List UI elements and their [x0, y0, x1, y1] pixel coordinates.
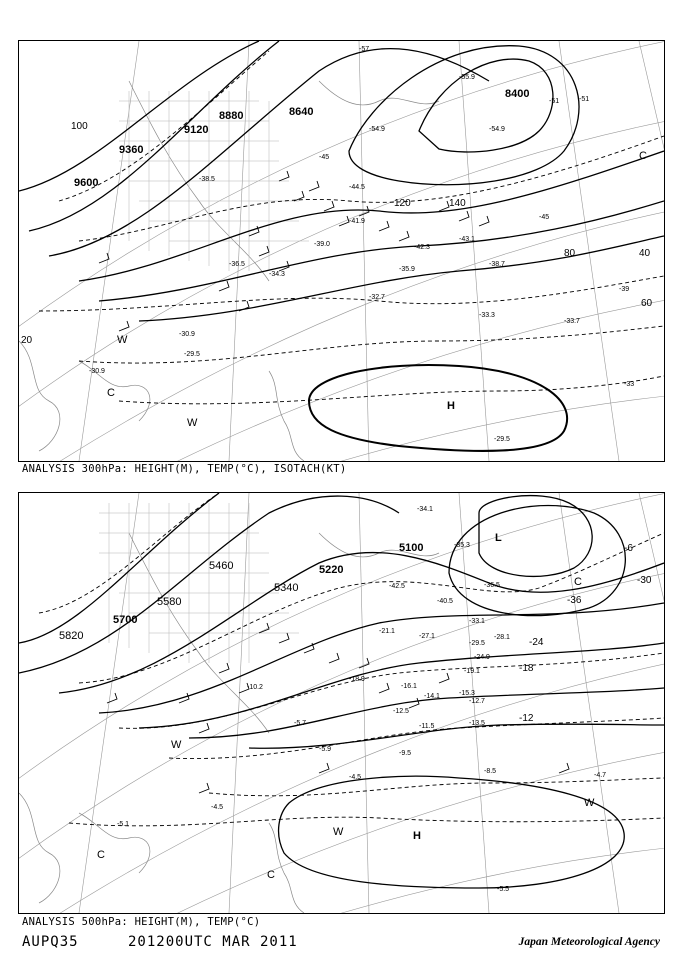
- isotherm-label: -30: [637, 575, 652, 586]
- station-value: -45: [319, 154, 330, 161]
- station-value: -4.5: [349, 774, 362, 781]
- hatch-area-500: [99, 503, 299, 663]
- station-value: -38.5: [199, 176, 215, 183]
- station-value: -14.1: [424, 693, 440, 700]
- isotherm-label: -12: [519, 713, 534, 724]
- chart-id: AUPQ35: [22, 934, 79, 950]
- station-value: -38.7: [489, 261, 505, 268]
- station-value: -54.9: [369, 126, 385, 133]
- height-label: 5340: [274, 582, 299, 594]
- isotach-labels-300: [21, 121, 653, 346]
- station-value: -51: [549, 98, 560, 105]
- station-value: -33.1: [469, 618, 485, 625]
- temp-label: -39: [619, 286, 630, 293]
- height-label: 5460: [209, 560, 234, 572]
- map-panel-500hpa: [18, 492, 665, 914]
- station-value: -19.1: [464, 668, 480, 675]
- cold-marker: C: [107, 387, 115, 399]
- cold-marker: C: [97, 849, 105, 861]
- warm-marker: W: [117, 334, 128, 346]
- station-value: -36.5: [229, 261, 245, 268]
- station-value: -44.5: [349, 184, 365, 191]
- temp-label: -45: [539, 214, 550, 221]
- cold-marker: C: [267, 869, 275, 881]
- isotherm-labels-500: [519, 543, 652, 724]
- station-plots-300: [89, 74, 580, 443]
- station-value: -42.3: [414, 244, 430, 251]
- wind-barbs-300: [99, 171, 489, 331]
- station-value: -18.9: [349, 676, 365, 683]
- valid-time: 201200UTC MAR 2011: [128, 934, 298, 950]
- station-value: -29.5: [184, 351, 200, 358]
- isotach-label: 120: [394, 198, 411, 209]
- cold-marker: C: [574, 576, 582, 588]
- station-value: -34.1: [417, 506, 433, 513]
- station-value: -33.7: [564, 318, 580, 325]
- center-markers-500: [97, 532, 595, 881]
- station-value: -36.5: [484, 582, 500, 589]
- isotherm-label: -24: [529, 637, 544, 648]
- agency-name: Japan Meteorological Agency: [518, 936, 660, 948]
- caption-300hpa: ANALYSIS 300hPa: HEIGHT(M), TEMP(°C), ISOTACH(KT): [22, 463, 347, 475]
- isotach-label: 140: [449, 198, 466, 209]
- station-value: -11.5: [419, 723, 435, 730]
- station-value: -54.9: [489, 126, 505, 133]
- station-value: -4.7: [594, 772, 607, 779]
- height-contours-300: [19, 41, 664, 321]
- temp-label: -33: [624, 381, 635, 388]
- chart-footer: [22, 934, 660, 954]
- height-label: 9120: [184, 124, 209, 136]
- station-value: -12.7: [469, 698, 485, 705]
- station-value: -9.5: [399, 750, 412, 757]
- station-plots-500: [117, 506, 606, 893]
- map-300hpa-svg: [19, 41, 664, 461]
- height-label: 5100: [399, 542, 424, 554]
- isotach-label: 100: [71, 121, 88, 132]
- height-label: 8400: [505, 88, 530, 100]
- high-pressure-contour-300: [309, 365, 567, 451]
- station-value: -30.9: [179, 331, 195, 338]
- station-value: -10.2: [247, 684, 263, 691]
- height-label: 5220: [319, 564, 344, 576]
- station-value: -33.3: [479, 312, 495, 319]
- station-value: -55.9: [459, 74, 475, 81]
- station-value: -41.9: [349, 218, 365, 225]
- station-value: -28.1: [494, 634, 510, 641]
- isotherm-label: -36: [567, 595, 582, 606]
- isotach-label: 20: [21, 335, 33, 346]
- station-value: -16.1: [401, 683, 417, 690]
- station-value: -35.3: [454, 542, 470, 549]
- high-pressure-marker: H: [447, 400, 455, 412]
- height-label: 5820: [59, 630, 84, 642]
- height-label: 8640: [289, 106, 314, 118]
- station-value: -27.1: [419, 633, 435, 640]
- station-value: -34.3: [269, 271, 285, 278]
- station-value: -40.5: [437, 598, 453, 605]
- map-panel-300hpa: [18, 40, 665, 462]
- warm-marker: W: [584, 797, 595, 809]
- isotachs-300: [39, 51, 664, 404]
- height-label: 5700: [113, 614, 138, 626]
- isotach-label: 80: [564, 248, 576, 259]
- station-value: -5.7: [294, 720, 307, 727]
- station-value: -32.7: [369, 294, 385, 301]
- caption-500hpa: ANALYSIS 500hPa: HEIGHT(M), TEMP(°C): [22, 916, 261, 928]
- warm-marker: W: [187, 417, 198, 429]
- station-value: -13.5: [469, 720, 485, 727]
- station-value: -15.3: [459, 690, 475, 697]
- station-value: -29.5: [469, 640, 485, 647]
- warm-marker: W: [333, 826, 344, 838]
- station-value: -39.0: [314, 241, 330, 248]
- temp-label: -57: [359, 46, 370, 53]
- station-value: -21.1: [379, 628, 395, 635]
- isotach-label: 60: [641, 298, 653, 309]
- height-label: 9600: [74, 177, 99, 189]
- isotach-label: 40: [639, 248, 651, 259]
- station-value: -8.5: [484, 768, 497, 775]
- map-500hpa-svg: [19, 493, 664, 913]
- low-pressure-marker: L: [495, 532, 502, 544]
- cold-marker: C: [639, 150, 647, 162]
- high-pressure-marker: H: [413, 830, 421, 842]
- station-value: -35.9: [399, 266, 415, 273]
- station-value: -29.5: [494, 436, 510, 443]
- isotherm-label: -6: [624, 543, 633, 554]
- temp-label: -51: [579, 96, 590, 103]
- warm-marker: W: [171, 739, 182, 751]
- isotherm-label: -18: [519, 663, 534, 674]
- height-label: 9360: [119, 144, 144, 156]
- station-value: -12.5: [393, 708, 409, 715]
- station-value: -42.5: [389, 583, 405, 590]
- station-value: -5.5: [497, 886, 510, 893]
- height-label: 5580: [157, 596, 182, 608]
- height-labels-300: [74, 88, 529, 189]
- temp-labels-300: [359, 46, 634, 388]
- station-value: -5.1: [117, 821, 130, 828]
- height-labels-500: [59, 542, 423, 642]
- station-value: -43.1: [459, 236, 475, 243]
- height-label: 8880: [219, 110, 244, 122]
- station-value: -5.9: [319, 746, 332, 753]
- station-value: -24.9: [474, 654, 490, 661]
- station-value: -30.9: [89, 368, 105, 375]
- station-value: -4.5: [211, 804, 224, 811]
